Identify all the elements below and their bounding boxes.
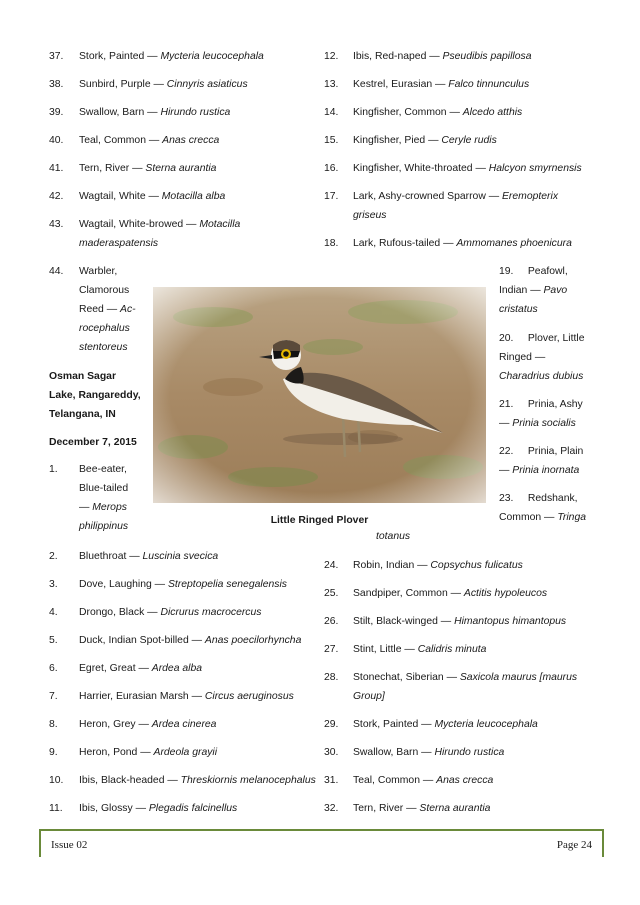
location-heading: Osman Sagar Lake, Rangareddy, Telangana, IN [49,371,141,420]
photo-caption: Little Ringed Plover [270,515,369,526]
scientific-name: Copsychus fulicatus [430,560,523,571]
scientific-name: Motacilla maderaspatensis [79,219,241,249]
entry-number: 2. [49,551,58,562]
entry-number: 18. [324,238,339,249]
scientific-name: Motacilla alba [161,191,226,202]
common-name: Tern, River — [353,803,420,814]
common-name: Stork, Painted — [79,51,161,62]
species-entry [49,603,319,622]
common-name: Common — [499,512,558,523]
species-entry [324,103,594,122]
common-name: Wagtail, White — [79,191,162,202]
common-name: Kestrel, Eurasian — [353,79,449,90]
species-entry [49,575,319,594]
scientific-name: Prinia socialis [512,418,576,429]
entry-number: 44. [49,266,64,277]
species-entry-warbler [49,262,144,357]
entry-number: 38. [49,79,64,90]
entry-number: 30. [324,747,339,758]
species-entry [49,743,319,762]
scientific-name: Alcedo atthis [462,107,523,118]
entry-number: 4. [49,607,58,618]
common-name: Duck, Indian Spot-billed — [79,635,205,646]
species-entry [49,631,319,650]
species-entry [499,395,593,433]
common-name: Tern, River — [79,163,146,174]
species-entry [499,442,593,480]
common-name: Kingfisher, Pied — [353,135,442,146]
entry-number: 40. [49,135,64,146]
common-name: Wagtail, White-browed — [79,219,200,230]
common-name: Stonechat, Siberian — [353,672,460,683]
scientific-name: stentoreus [79,342,128,353]
common-name: Ringed — [499,352,546,363]
common-name: Swallow, Barn — [79,107,161,118]
scientific-name: Charadrius dubius [499,371,584,382]
species-entry [324,799,594,818]
common-name: Heron, Pond — [79,747,154,758]
entry-number: 24. [324,560,339,571]
species-entry [49,799,319,818]
common-name: Kingfisher, White-throated — [353,163,489,174]
scientific-name: Actitis hypoleucos [463,588,548,599]
plover-photo-illustration [153,287,486,503]
scientific-name: Anas crecca [436,775,494,786]
scientific-name: Eremopterix griseus [353,191,559,221]
species-entry [49,715,319,734]
entry-number: 37. [49,51,64,62]
entry-label: 21. Prinia, Ashy [499,399,583,410]
entry-number: 39. [49,107,64,118]
entry-number: 9. [49,747,58,758]
bird-photo [153,287,486,503]
common-name: Drongo, Black — [79,607,161,618]
common-name: Ibis, Glossy — [79,803,149,814]
scientific-name: Ardea cinerea [151,719,217,730]
scientific-name: Hirundo rustica [434,747,505,758]
species-entry [324,715,594,734]
page-footer [39,829,604,857]
scientific-name: Tringa [557,512,587,523]
entry-number: 15. [324,135,339,146]
common-name: Ibis, Black-headed — [79,775,181,786]
scientific-name: Mycteria leucocephala [434,719,538,730]
species-entry [324,668,594,706]
species-entry [49,659,319,678]
entry-number: 29. [324,719,339,730]
species-entry [324,75,594,94]
species-entry [49,687,319,706]
scientific-name: Hirundo rustica [160,107,231,118]
common-name: Ibis, Red-naped — [353,51,443,62]
entry-number: 42. [49,191,64,202]
common-name: Heron, Grey — [79,719,152,730]
scientific-name: Merops [92,502,127,513]
species-entry [324,743,594,762]
common-name: Stork, Painted — [353,719,435,730]
scientific-name: Plegadis falcinellus [148,803,238,814]
entry-number: 11. [49,803,63,814]
species-entry [499,489,593,527]
scientific-name: Himantopus himantopus [454,616,567,627]
scientific-name: Pavo cristatus [499,285,568,315]
entry-label: 23. Redshank, [499,493,578,504]
common-name: Warbler, Clamorous Reed — Ac- rocephalus stentoreus [79,266,136,353]
entry-label: 20. Plover, Little [499,333,585,344]
entry-number: 43. [49,219,64,230]
entry-number: 8. [49,719,58,730]
common-name: Indian — [499,285,544,296]
scientific-name: philippinus [79,521,129,532]
entry-number: 32. [324,803,339,814]
entry-number: 14. [324,107,339,118]
common-name: Lark, Ashy-crowned Sparrow — [353,191,502,202]
species-entry [49,131,319,150]
species-entry [324,159,594,178]
species-entry [324,771,594,790]
entry-number: 27. [324,644,339,655]
entry-number: 31. [324,775,339,786]
species-entry [324,131,594,150]
scientific-name: Falco tinnunculus [448,79,530,90]
entry-number: 6. [49,663,58,674]
entry-number: 28. [324,672,339,683]
scientific-name: Anas crecca [162,135,220,146]
common-name: Lark, Rufous-tailed — [353,238,457,249]
issue-label: Issue 02 [51,839,88,851]
date-heading: December 7, 2015 [49,437,137,448]
entry-number: 5. [49,635,58,646]
entry-number: 41. [49,163,64,174]
scientific-name: Dicrurus macrocercus [160,607,262,618]
scientific-name: Halcyon smyrnensis [488,163,582,174]
common-name: — [499,465,513,476]
entry-number: 10. [49,775,64,786]
scientific-name: Saxicola maurus [maurus Group] [353,672,578,702]
scientific-name: rocephalus [79,323,130,334]
species-entry [324,187,594,225]
scientific-name: Threskiornis melanocephalus [180,775,316,786]
entry-number: 17. [324,191,339,202]
common-name: Harrier, Eurasian Marsh — [79,691,205,702]
page-number: Page 24 [556,839,592,851]
common-name: Egret, Great — [79,663,152,674]
species-entry [49,187,319,206]
scientific-name: Sterna aurantia [145,163,217,174]
species-entry [49,547,319,566]
common-name: — [499,418,513,429]
species-entry [49,771,319,790]
common-name: Kingfisher, Common — [353,107,463,118]
entry-label: 19. Peafowl, [499,266,568,277]
scientific-name: Ammomanes phoenicura [456,238,572,249]
common-name: Teal, Common — [79,135,163,146]
entry-number: 13. [324,79,339,90]
species-entry [324,234,594,253]
species-entry [324,640,594,659]
entry-number: 7. [49,691,58,702]
common-name: Teal, Common — [353,775,437,786]
scientific-name: Anas poecilorhyncha [204,635,302,646]
species-entry-bee-eater: 1. Bee-eater, Blue-tailed — Merops philippinus [49,460,144,536]
entry-label: 22. Prinia, Plain [499,446,584,457]
species-entry [324,556,594,575]
species-entry [499,262,593,319]
scientific-name: Ac- [120,304,136,315]
scientific-name: Streptopelia senegalensis [167,579,287,590]
species-entry [49,215,319,253]
species-entry [49,75,319,94]
species-entry [49,159,319,178]
common-name: Bluethroat — [79,551,143,562]
common-name: Sandpiper, Common — [353,588,464,599]
entry-number: 3. [49,579,58,590]
species-entry [499,329,593,386]
scientific-name: Sterna aurantia [419,803,491,814]
scientific-name: Mycteria leucocephala [160,51,264,62]
common-name: Swallow, Barn — [353,747,435,758]
species-entry [324,584,594,603]
scientific-name: Circus aeruginosus [204,691,294,702]
wrapped-scientific-name: totanus [376,531,411,542]
entry-number: 1. [49,464,58,475]
scientific-name: Ceryle rudis [441,135,497,146]
species-entry [49,103,319,122]
species-entry [324,47,594,66]
scientific-name: Prinia inornata [512,465,580,476]
common-name: Sunbird, Purple — [79,79,167,90]
scientific-name: Calidris minuta [417,644,487,655]
scientific-name: Cinnyris asiaticus [166,79,248,90]
entry-number: 12. [324,51,339,62]
common-name: Stilt, Black-winged — [353,616,455,627]
scientific-name: Pseudibis papillosa [442,51,532,62]
common-name: Stint, Little — [353,644,418,655]
species-entry [324,612,594,631]
entry-number: 25. [324,588,339,599]
scientific-name: Ardea alba [151,663,203,674]
entry-number: 26. [324,616,339,627]
common-name: Robin, Indian — [353,560,431,571]
entry-number: 16. [324,163,339,174]
scientific-name: Luscinia svecica [142,551,219,562]
species-entry [49,47,319,66]
scientific-name: Ardeola grayii [153,747,218,758]
common-name: Dove, Laughing — [79,579,168,590]
